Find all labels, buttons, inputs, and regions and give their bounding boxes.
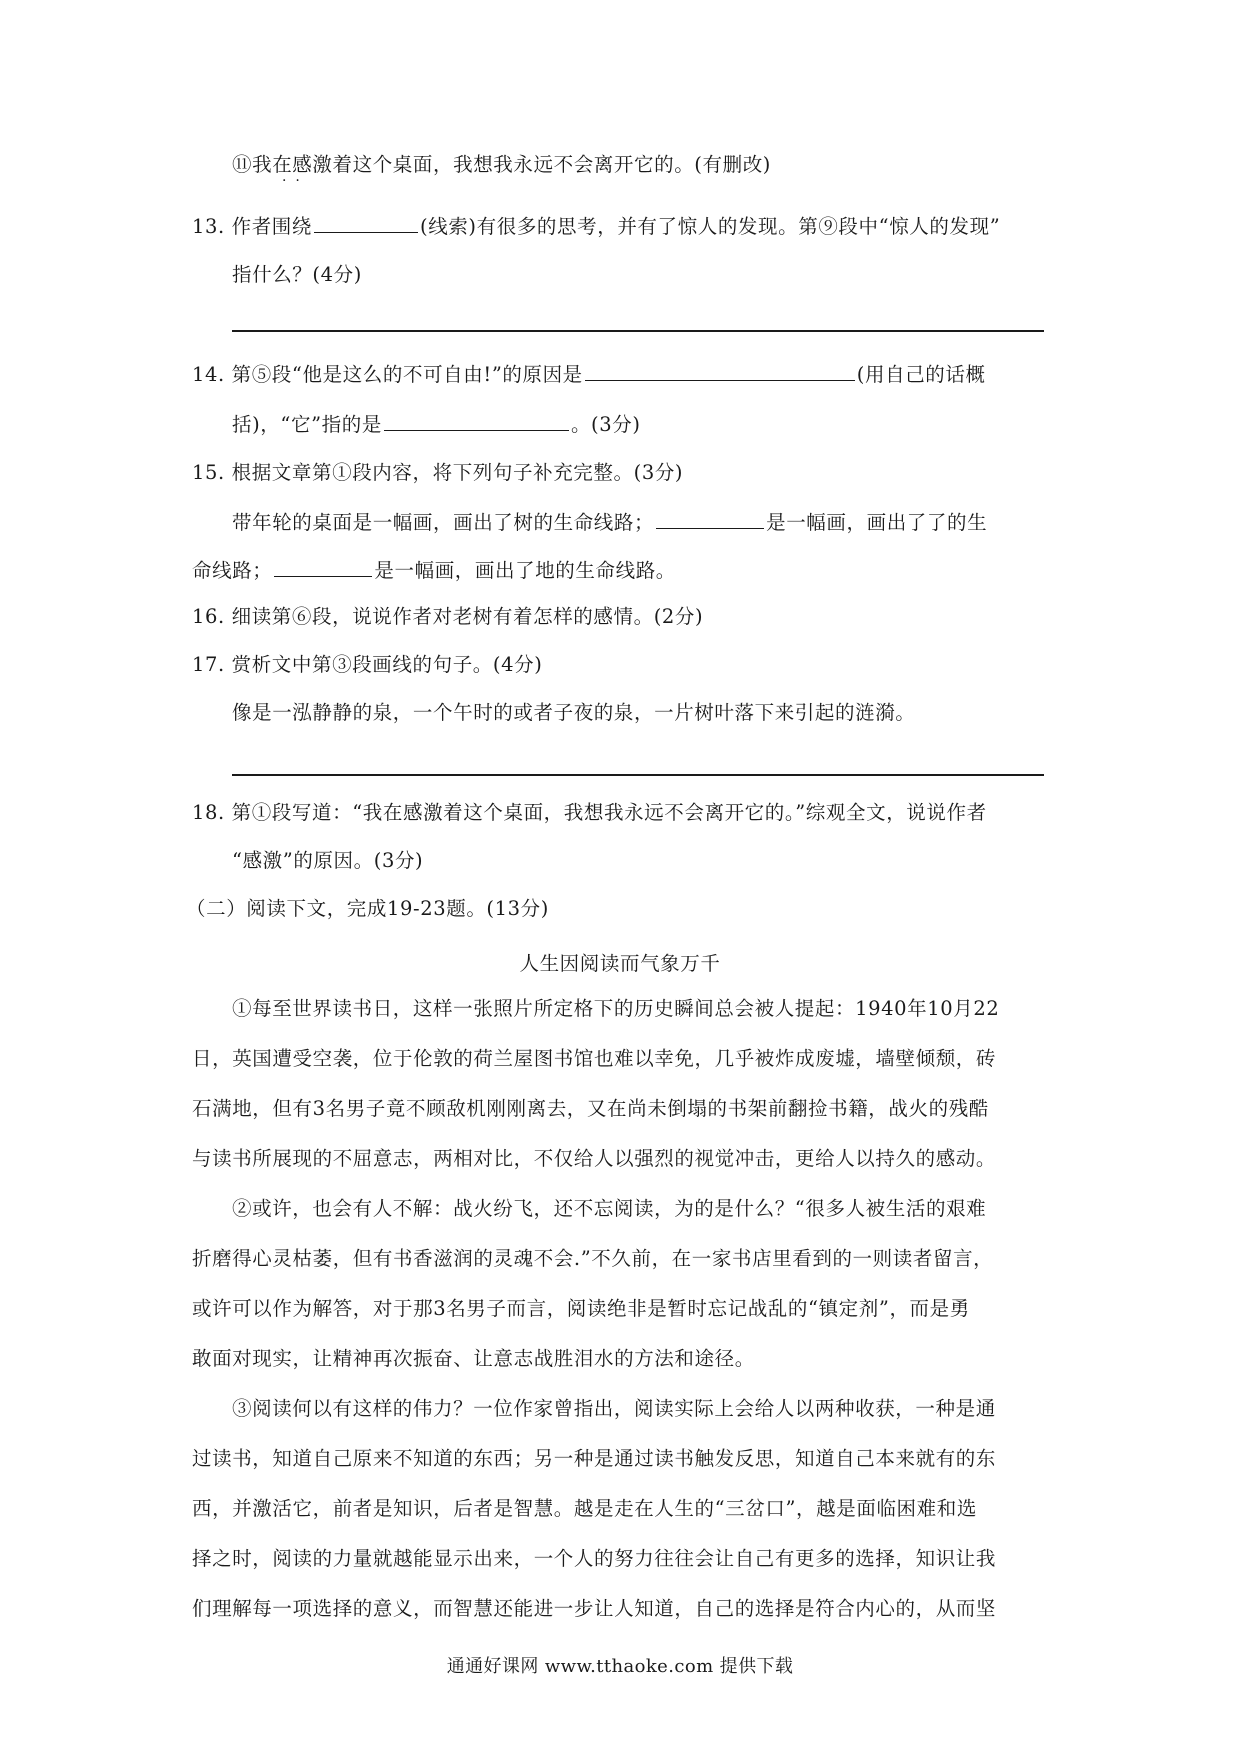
answer-blank[interactable] — [384, 410, 569, 431]
article-line: 或许可以作为解答，对于那3名男子而言，阅读绝非是暂时忘记战乱的“镇定剂”，而是勇 — [192, 1297, 970, 1320]
answer-blank[interactable] — [656, 508, 764, 529]
question-18: 18. 第①段写道：“我在感激着这个桌面，我想我永远不会离开它的。”综观全文，说说作者 — [192, 801, 987, 824]
paragraph-11: ⑪我在感激着这个桌面，我想我永远不会离开它的。(有删改) — [232, 153, 772, 176]
article-line: 折磨得心灵枯萎，但有书香滋润的灵魂不会.”不久前，在一家书店里看到的一则读者留言， — [192, 1247, 994, 1270]
article-line: ②或许，也会有人不解：战火纷飞，还不忘阅读，为的是什么？“很多人被生活的艰难 — [232, 1197, 987, 1220]
article-line: ③阅读何以有这样的伟力？一位作家曾指出，阅读实际上会给人以两种收获，一种是通 — [232, 1397, 996, 1420]
question-15: 15. 根据文章第①段内容，将下列句子补充完整。(3分) — [192, 461, 684, 484]
article-line: 择之时，阅读的力量就越能显示出来，一个人的努力往往会让自己有更多的选择，知识让我 — [192, 1547, 997, 1570]
question-18-cont: “感激”的原因。(3分) — [232, 849, 424, 872]
section-heading: （二）阅读下文，完成19-23题。(13分) — [186, 897, 549, 920]
article-line: 们理解每一项选择的意义，而智慧还能进一步让人知道，自己的选择是符合内心的，从而坚 — [192, 1597, 997, 1620]
article-line: 石满地，但有3名男子竟不顾敌机刚刚离去，又在尚未倒塌的书架前翻捡书籍，战火的残酷 — [192, 1097, 989, 1120]
article-line: 过读书，知道自己原来不知道的东西；另一种是通过读书触发反思，知道自己本来就有的东 — [192, 1447, 997, 1470]
footer-credit: 通通好课网 www.tthaoke.com 提供下载 — [446, 1656, 794, 1677]
answer-blank[interactable] — [274, 556, 372, 577]
article-title: 人生因阅读而气象万千 — [519, 952, 721, 975]
answer-blank[interactable] — [585, 360, 855, 381]
article-line: 日，英国遭受空袭，位于伦敦的荷兰屋图书馆也难以幸免，几乎被炸成废墟，墙壁倾颓，砖 — [192, 1047, 997, 1070]
question-13: 13. 作者围绕 (线索)有很多的思考，并有了惊人的发现。第⑨段中“惊人的发现” — [192, 212, 1000, 240]
question-17-quote: 像是一泓静静的泉，一个午时的或者子夜的泉，一片树叶落下来引起的涟漪。 — [232, 701, 916, 724]
question-15-line2: 命线路； 是一幅画，画出了地的生命线路。 — [192, 556, 676, 584]
answer-blank[interactable] — [314, 212, 418, 233]
question-14-cont: 括)，“它”指的是 。(3分) — [232, 410, 641, 438]
article-line: 西，并激活它，前者是知识，后者是智慧。越是走在人生的“三岔口”，越是面临困难和选 — [192, 1497, 977, 1520]
question-16: 16. 细读第⑥段，说说作者对老树有着怎样的感情。(2分) — [192, 605, 704, 628]
question-17: 17. 赏析文中第③段画线的句子。(4分) — [192, 653, 543, 676]
article-line: ①每至世界读书日，这样一张照片所定格下的历史瞬间总会被人提起：1940年10月22 — [232, 997, 1000, 1020]
article-line: 敢面对现实，让精神再次振奋、让意志战胜泪水的方法和途径。 — [192, 1347, 755, 1370]
question-13-cont: 指什么？(4分) — [232, 263, 362, 286]
answer-line[interactable] — [232, 330, 1044, 332]
question-14: 14. 第⑤段“他是这么的不可自由!”的原因是 (用自己的话概 — [192, 360, 986, 388]
emphasis-dots: · · — [282, 173, 300, 189]
question-15-line1: 带年轮的桌面是一幅画，画出了树的生命线路； 是一幅画，画出了了的生 — [232, 508, 987, 536]
article-line: 与读书所展现的不屈意志，两相对比，不仅给人以强烈的视觉冲击，更给人以持久的感动。 — [192, 1147, 997, 1170]
answer-line[interactable] — [232, 774, 1044, 776]
